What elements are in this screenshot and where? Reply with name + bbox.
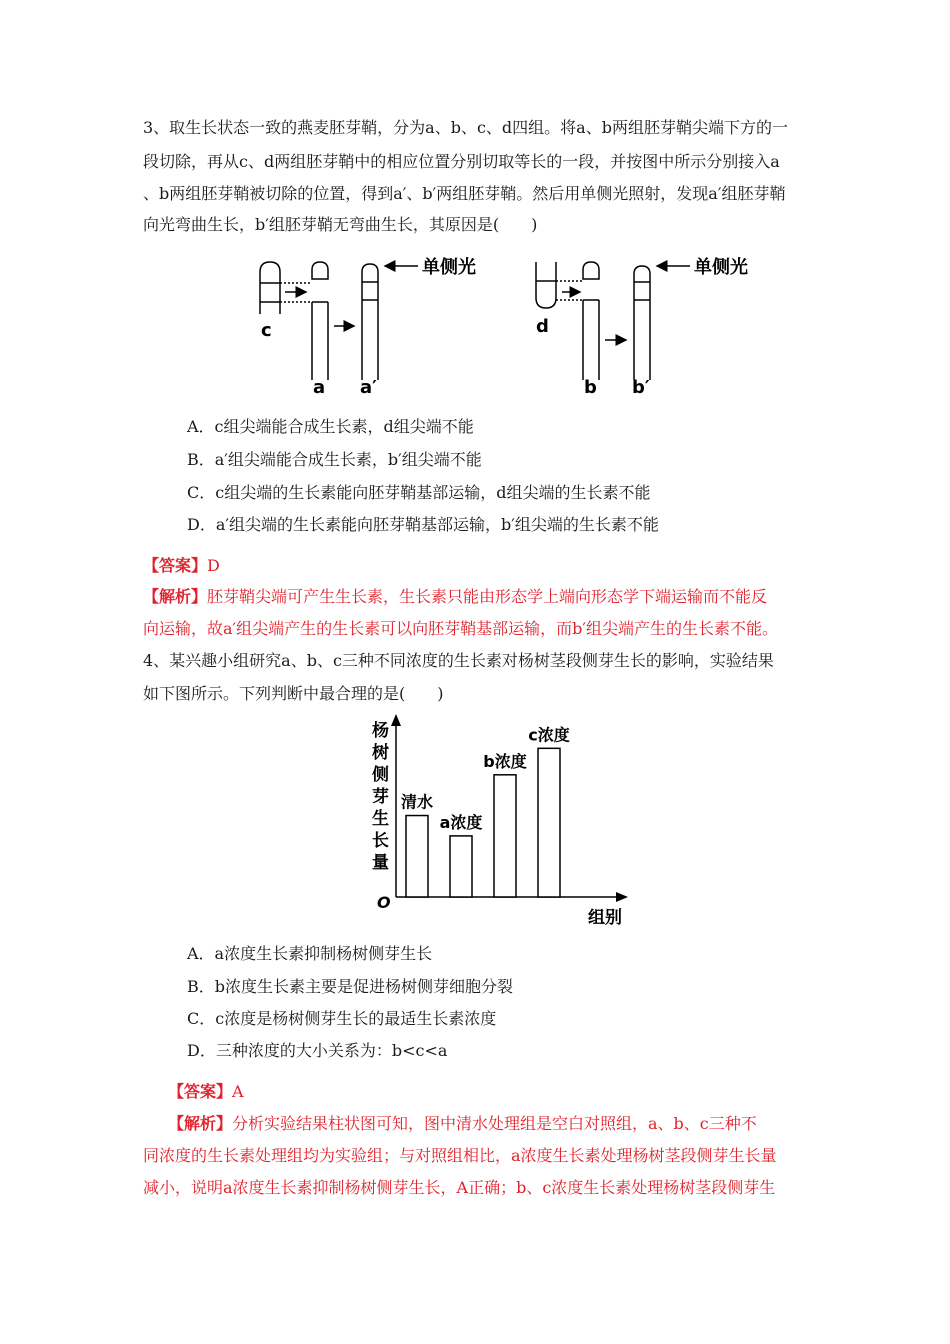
- q3-analysis-text-1: 胚芽鞘尖端可产生生长素，生长素只能由形态学上端向形态学下端运输而不能反: [207, 587, 768, 606]
- bar-1: [450, 836, 472, 897]
- y-label-char-6: 量: [372, 853, 389, 873]
- y-label-char-4: 生: [372, 809, 389, 829]
- q4-analysis-line-3: 减小，说明a浓度生长素抑制杨树侧芽生长，A正确；b、c浓度生长素处理杨树茎段侧芽生: [143, 1178, 776, 1197]
- bar-3: [538, 748, 560, 897]
- q3-option-b: B．a′组尖端能合成生长素，b′组尖端不能: [187, 450, 482, 469]
- coleoptile-a: [312, 262, 328, 380]
- q4-option-d: D．三种浓度的大小关系为：b<c<a: [187, 1041, 448, 1060]
- light-label-left: 单侧光: [422, 257, 476, 278]
- q4-answer: [168, 1081, 848, 1103]
- y-label-char-2: 侧: [372, 765, 389, 785]
- y-label-char-0: 杨: [372, 721, 389, 741]
- label-a-prime: a′: [360, 377, 377, 398]
- x-axis-arrow: [616, 892, 628, 902]
- light-label-right: 单侧光: [694, 257, 748, 278]
- q3-analysis-line-2: 向运输，故a′组尖端产生的生长素可以向胚芽鞘基部运输，而b′组尖端产生的生长素不能。: [143, 619, 779, 638]
- q3-answer-value: D: [207, 556, 220, 575]
- y-label-char-1: 树: [372, 743, 389, 763]
- label-b-prime: b′: [632, 377, 650, 398]
- y-label-char-3: 芽: [372, 787, 389, 807]
- bar-0: [406, 816, 428, 897]
- y-axis-label: [372, 720, 389, 873]
- q4-option-c: C．c浓度是杨树侧芽生长的最适生长素浓度: [187, 1009, 497, 1028]
- q3-option-a: A．c组尖端能合成生长素，d组尖端不能: [187, 417, 474, 436]
- q4-analysis-line-1: [168, 1113, 848, 1135]
- label-a: a: [313, 377, 326, 398]
- q3-option-d: D．a′组尖端的生长素能向胚芽鞘基部运输，b′组尖端的生长素不能: [187, 515, 659, 534]
- q3-analysis-tag: 【解析】: [143, 587, 208, 606]
- q3-stem-line-4: 向光弯曲生长，b′组胚芽鞘无弯曲生长，其原因是( ): [143, 215, 538, 234]
- q3-option-c: C．c组尖端的生长素能向胚芽鞘基部运输，d组尖端的生长素不能: [187, 483, 651, 502]
- q3-answer-tag: 【答案】: [143, 556, 208, 575]
- bar-label-3: c浓度: [528, 725, 570, 745]
- q4-option-a: A．a浓度生长素抑制杨树侧芽生长: [187, 944, 433, 963]
- bar-label-1: a浓度: [439, 812, 483, 832]
- q3-analysis-line-1: [143, 586, 823, 608]
- label-c: c: [261, 320, 272, 341]
- y-axis-arrow: [391, 714, 401, 726]
- q3-answer: [143, 555, 823, 577]
- q3-stem-line-3: 、b两组胚芽鞘被切除的位置，得到a′、b′两组胚芽鞘。然后用单侧光照射，发现a′组胚芽鞘: [143, 184, 786, 203]
- bar-label-0: 清水: [400, 792, 434, 812]
- y-label-char-5: 长: [372, 831, 389, 851]
- coleoptile-figure: [250, 252, 770, 400]
- growth-bar-chart: [360, 712, 650, 934]
- coleoptile-a-prime: [362, 264, 378, 380]
- q4-stem-line-2: 如下图所示。下列判断中最合理的是( ): [143, 684, 444, 703]
- bars-group: [401, 725, 570, 897]
- label-b: b: [584, 377, 597, 398]
- q4-answer-value: A: [232, 1082, 244, 1101]
- coleoptile-d: [536, 262, 556, 308]
- origin-label: O: [377, 893, 391, 912]
- coleoptile-c: [260, 262, 280, 314]
- x-axis-label: 组别: [588, 908, 622, 928]
- q4-analysis-line-2: 同浓度的生长素处理组均为实验组；与对照组相比，a浓度生长素处理杨树茎段侧芽生长量: [143, 1146, 777, 1165]
- coleoptile-b: [583, 262, 599, 380]
- q4-answer-tag: 【答案】: [168, 1082, 233, 1101]
- q4-analysis-tag: 【解析】: [168, 1114, 233, 1133]
- q4-stem-line-1: 4、某兴趣小组研究a、b、c三种不同浓度的生长素对杨树茎段侧芽生长的影响，实验结果: [143, 651, 774, 670]
- q3-stem-line-1: 3、取生长状态一致的燕麦胚芽鞘，分为a、b、c、d四组。将a、b两组胚芽鞘尖端下方的一: [143, 118, 788, 137]
- q3-stem-line-2: 段切除，再从c、d两组胚芽鞘中的相应位置分别切取等长的一段，并按图中所示分别接入a: [143, 152, 780, 171]
- bar-2: [494, 775, 516, 897]
- label-d: d: [536, 316, 549, 337]
- q4-analysis-text-1: 分析实验结果柱状图可知，图中清水处理组是空白对照组，a、b、c三种不: [232, 1114, 757, 1133]
- q4-option-b: B．b浓度生长素主要是促进杨树侧芽细胞分裂: [187, 977, 514, 996]
- coleoptile-b-prime: [634, 266, 650, 380]
- bar-label-2: b浓度: [483, 751, 527, 771]
